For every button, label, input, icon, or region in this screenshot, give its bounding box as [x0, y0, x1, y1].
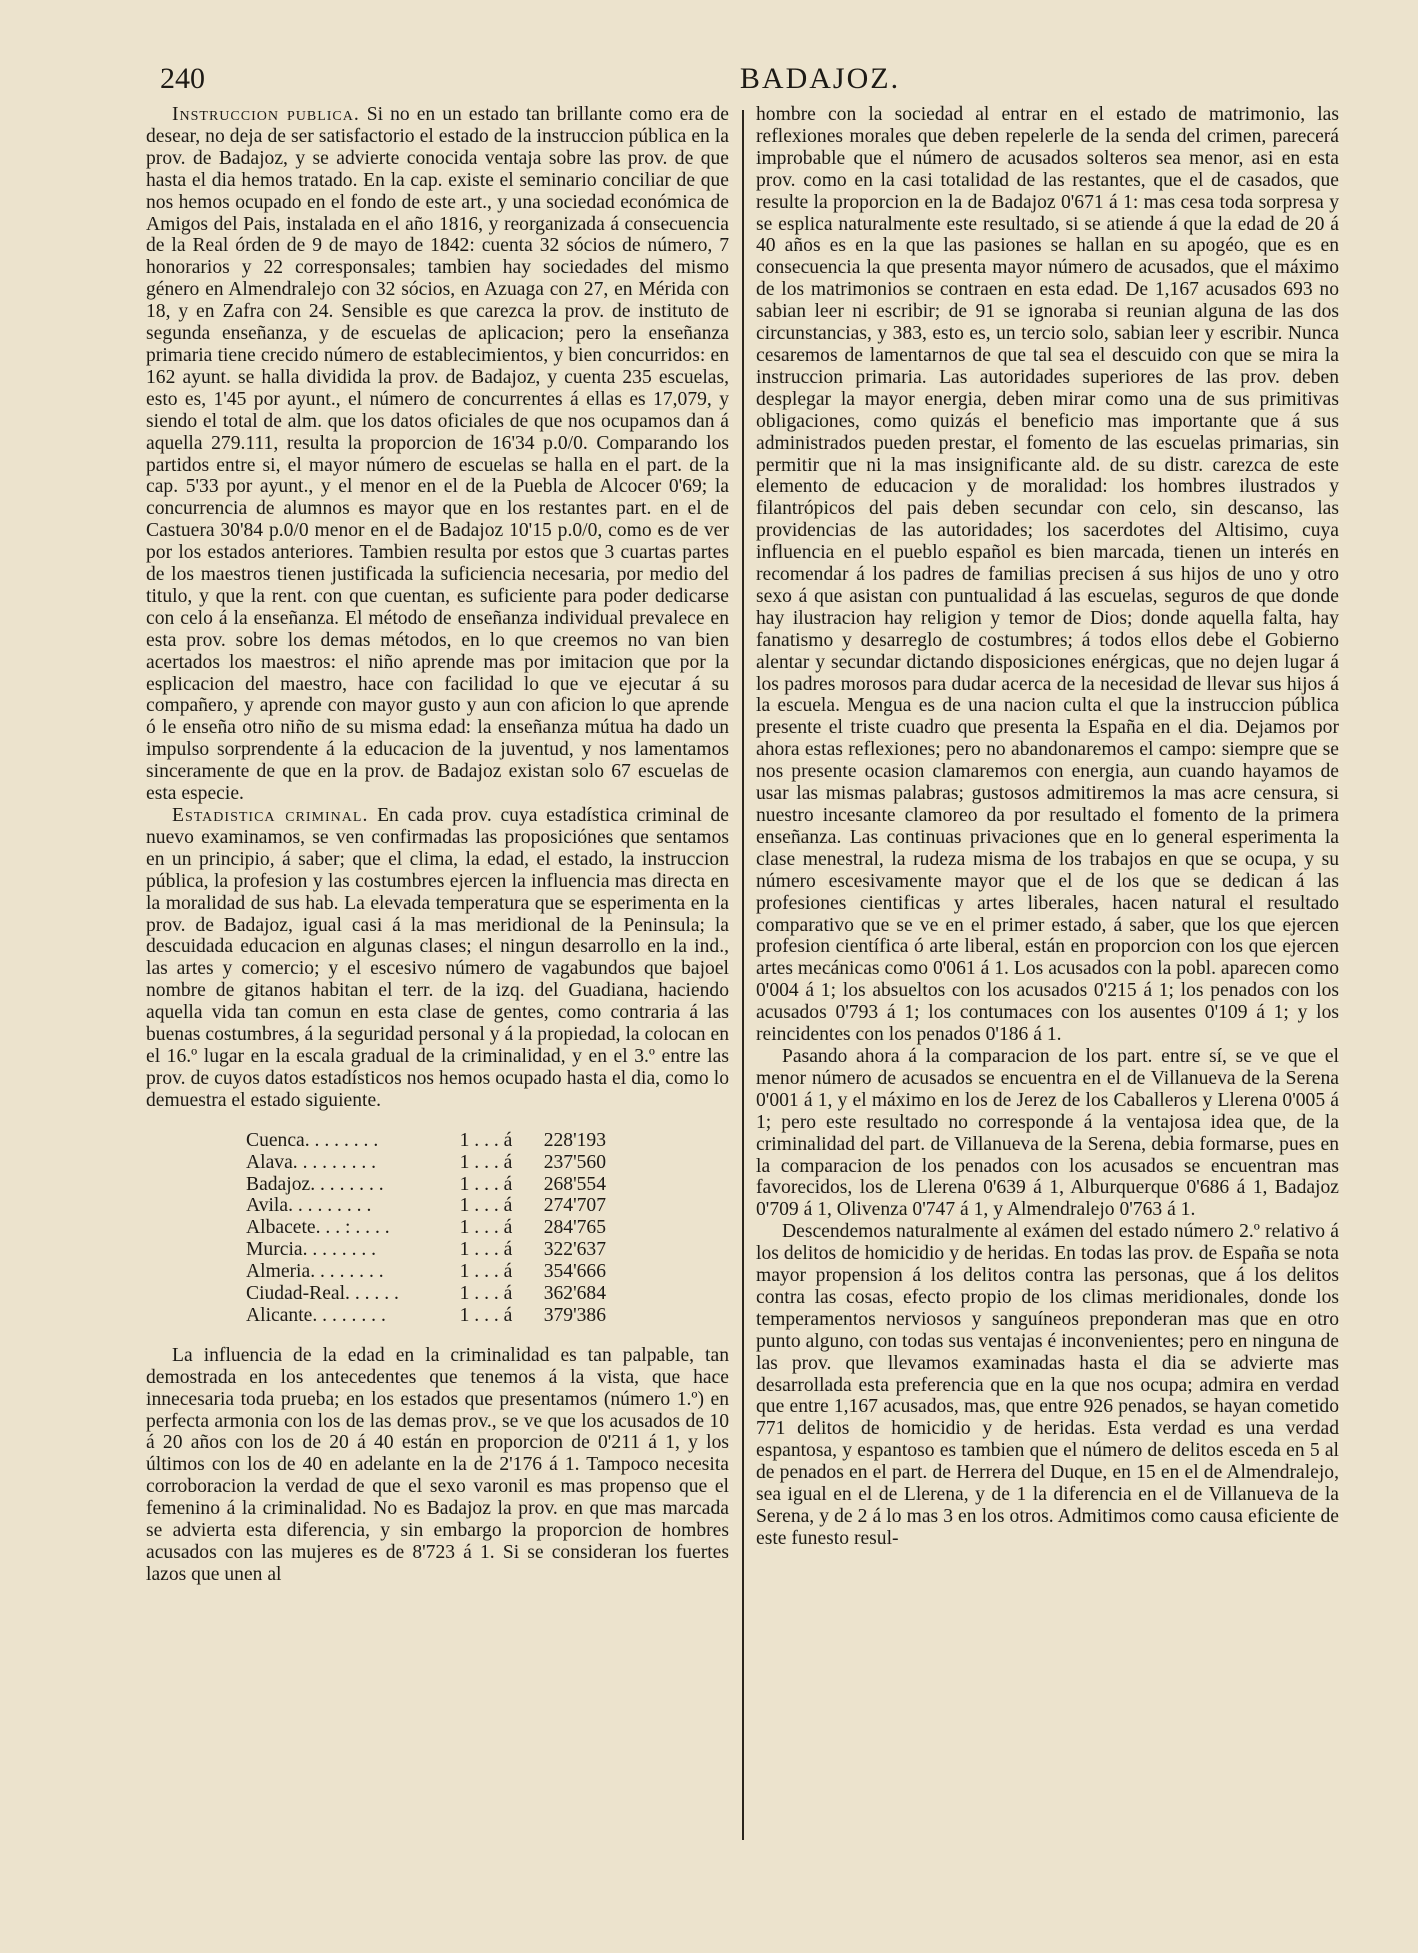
province-name: Almeria. . . . . . . . — [246, 1261, 384, 1283]
ratio-base: 1 . . . á — [459, 1304, 513, 1326]
province-name: Alava. . . . . . . . . — [246, 1151, 377, 1173]
page-number: 240 — [160, 62, 205, 95]
table-row — [246, 1261, 606, 1283]
ratio-base: 1 . . . á — [459, 1239, 513, 1261]
table-row — [246, 1217, 606, 1239]
table-row — [246, 1130, 606, 1152]
right-paragraph-3: Descendemos naturalmente al exámen del estado número 2.º relativo á los delitos de homicidio y de heridas. En todas las prov. de España se nota mayor propension á los delitos contra las personas, que á los delitos contra las cosas, efecto propio de los climas meridionales, donde los temperamentos nerviosos y sanguíneos preponderan mas que en otro punto alguno, con todas sus ventajas é inconvenientes; pero en ninguna de las prov. que llevamos examinadas hasta el dia se advierte mas desarrollada esta preferencia que en la que nos ocupa; admira en verdad que entre 1,167 acusados, mas, que entre 926 penados, se hayan cometido 771 delitos de homicidio y de heridas. Esta verdad es una verdad espantosa, y espantoso es tambien que el número de delitos esceda en 5 al de penados en el part. de Herrera del Duque, en 15 en el de Almendralejo, sea igual en el de Llerena, y de 1 la diferencia en el de Villanueva de la Serena, y de 2 á lo mas 3 en los otros. Admitimos como causa eficiente de este funesto resul- — [756, 1221, 1339, 1549]
right-paragraph-2: Pasando ahora á la comparacion de los part. entre sí, se ve que el menor número de acusados se encuentra en el de Villanueva de la Serena 0'001 á 1, y el máximo en los de Jerez de los Caballeros y Llerena 0'005 á 1; pero este resultado no corresponde á la ventajosa idea que, de la criminalidad del part. de Villanueva de la Serena, debia formarse, pues en la comparacion de los penados con los acusados se encuentran mas favorecidos, los de Llerena 0'639 á 1, Alburquerque 0'686 á 1, Badajoz 0'709 á 1, Olivenza 0'747 á 1, y Almendralejo 0'763 á 1. — [756, 1045, 1339, 1221]
estadistica-paragraph — [146, 805, 729, 1112]
province-name: Cuenca. . . . . . . . — [246, 1129, 379, 1151]
table-row — [246, 1195, 606, 1217]
ratio-value: 322'637 — [543, 1239, 606, 1261]
left-column — [146, 104, 729, 1586]
ratio-value: 284'765 — [543, 1217, 606, 1239]
ratio-value: 354'666 — [543, 1261, 606, 1283]
instruccion-paragraph — [146, 104, 729, 805]
ratio-value: 237'560 — [543, 1151, 606, 1173]
province-name: Albacete. . . : . . . . — [246, 1217, 390, 1239]
instruccion-text: Si no en un estado tan brillante como era de desear, no deja de ser satisfactorio el estado de la instruccion pública en la prov. de Badajoz, y se advierte conocida ventaja sobre las prov. de que hasta el dia hemos tratado. En la cap. existe el seminario conciliar de que nos hemos ocupado en el fondo de este art., y una sociedad económica de Amigos del Pais, instalada en el año 1816, y reorganizada á consecuencia de la Real órden de 9 de mayo de 1842: cuenta 32 sócios de número, 7 honorarios y 22 corresponsales; tambien hay sociedades del mismo género en Almendralejo con 32 sócios, en Azuaga con 27, en Mérida con 18, y en Zafra con 24. Sensible es que carezca la prov. de instituto de segunda enseñanza, y de escuelas de aplicacion; pero la enseñanza primaria tiene crecido número de establecimientos, y bien concurridos: en 162 ayunt. se halla dividida la prov. de Badajoz, y cuenta 235 escuelas, esto es, 1'45 por ayunt., el número de concurrentes á ellas es 17,079, y siendo el total de alm. que los datos oficiales de que nos ocupamos dan á aquella 279.111, resulta la proporcion de 16'34 p.0/0. Comparando los partidos entre si, el mayor número de escuelas se halla en el part. de la cap. 5'33 por ayunt., y el menor en el de la Puebla de Alcocer 0'69; la concurrencia de alumnos es mayor que en los restantes part. en el de Castuera 30'84 p.0/0 menor en el de Badajoz 10'15 p.0/0, como es de ver por los estados anteriores. Tambien resulta por estos que 3 cuartas partes de los maestros tienen justificada la suficiencia necesaria, por medio del titulo, y que la rent. con que cuentan, es suficiente para poder dedicarse con celo á la enseñanza. El método de enseñanza individual prevalece en esta prov. sobre los demas métodos, en lo que creemos no van bien acertados los maestros: el niño aprende mas por imitacion que por la esplicacion del maestro, hace con facilidad lo que ve ejecutar á su compañero, y aprende con mayor gusto y aun con aficion lo que aprende ó le enseña otro niño de su misma edad: la enseñanza mútua ha dado un impulso sorprendente á la educacion de la juventud, y nos lamentamos sinceramente de que en la prov. de Badajoz existan solo 67 escuelas de esta especie. — [146, 104, 729, 805]
table-row — [246, 1305, 606, 1327]
table-row — [246, 1174, 606, 1196]
instruccion-heading: Instruccion publica. — [172, 104, 360, 125]
ratio-base: 1 . . . á — [459, 1129, 513, 1151]
ratio-base: 1 . . . á — [459, 1151, 513, 1173]
province-name: Avila. . . . . . . . . — [246, 1195, 372, 1217]
ratio-value: 268'554 — [543, 1173, 606, 1195]
province-name: Badajoz. . . . . . . . — [246, 1173, 384, 1195]
running-title: BADAJOZ. — [739, 62, 901, 95]
edad-paragraph: La influencia de la edad en la criminalidad es tan palpable, tan demostrada en los antecedentes que tenemos á la vista, que hace innecesaria toda prueba; en los estados que presentamos (número 1.º) en perfecta armonia con los de las demas prov., se ve que los acusados de 10 á 20 años con los de 20 á 40 están en proporcion de 0'211 á 1, y los últimos con los de 40 en adelante en la de 2'176 á 1. Tampoco necesita corroboracion la verdad de que el sexo varonil es mas propenso que el femenino á la criminalidad. No es Badajoz la prov. en que mas marcada se advierta esta diferencia, y sin embargo la proporcion de hombres acusados con las mujeres es de 8'723 á 1. Si se consideran los fuertes lazos que unen al — [146, 1344, 729, 1585]
ratio-base: 1 . . . á — [459, 1261, 513, 1283]
criminality-ranking-table — [246, 1130, 606, 1327]
table-row — [246, 1239, 606, 1261]
table-row — [246, 1152, 606, 1174]
estadistica-text: En cada prov. cuya estadística criminal de nuevo examinamos, se ven confirmadas las proposiciónes que sentamos en un principio, á saber; que el clima, la edad, el estado, la instruccion pública, la profesion y las costumbres ejercen la influencia mas directa en la moralidad de sus hab. La elevada temperatura que se esperimenta en la prov. de Badajoz, igual casi á la mas meridional de la Peninsula; la descuidada educacion en algunas clases; el ningun desarrollo en la ind., las artes y comercio; y el escesivo número de vagabundos que bajoel nombre de gitanos habitan el terr. de la izq. del Guadiana, haciendo aquella vida tan comun en esta clase de gentes, como contraria á las buenas costumbres, á la seguridad personal y á la propiedad, la colocan en el 16.º lugar en la escala gradual de la criminalidad, y en el 3.º entre las prov. de cuyos datos estadísticos nos hemos ocupado hasta el dia, como lo demuestra el estado siguiente. — [146, 805, 729, 1111]
ratio-base: 1 . . . á — [459, 1195, 513, 1217]
table-row — [246, 1283, 606, 1305]
estadistica-heading: Estadistica criminal. — [172, 805, 369, 826]
province-name: Murcia. . . . . . . . — [246, 1239, 377, 1261]
province-name: Alicante. . . . . . . . — [246, 1304, 386, 1326]
ratio-value: 362'684 — [543, 1283, 606, 1305]
right-paragraph-1: hombre con la sociedad al entrar en el estado de matrimonio, las reflexiones morales que deben repelerle de la senda del crimen, parecerá improbable que el número de acusados solteros sea menor, asi en esta prov. como en la casi totalidad de las restantes, que el de casados, que resulte la proporcion en la de Badajoz 0'671 á 1: mas cesa toda sorpresa y se esplica naturalmente este resultado, si se atiende á que la edad de 20 á 40 años es en la que las pasiones se hallan en su apogéo, que es en consecuencia la que presenta mayor número de acusados, que el máximo de los matrimonios se contraen en esta edad. De 1,167 acusados 693 no sabian leer ni escribir; de 91 se ignoraba si reunian alguna de las dos circunstancias, y 383, esto es, un tercio solo, sabian leer y escribir. Nunca cesaremos de lamentarnos de que tal sea el descuido con que se mira la instruccion primaria. Las autoridades superiores de las prov. deben desplegar la mayor energia, deben mirar como una de sus primitivas obligaciones, como quizás el beneficio mas importante que á sus administrados pueden prestar, el fomento de las escuelas primarias, sin permitir que ni la mas insignificante ald. de su distr. carezca de este elemento de educacion y de moralidad: los hombres ilustrados y filantrópicos del pais deben secundar con celo, sin descanso, las providencias de las autoridades; los sacerdotes del Altisimo, cuya influencia en el pueblo español es bien marcada, tienen un interés en recomendar á los padres de familias precisen á sus hijos de uno y otro sexo á que asistan con puntualidad á las escuelas, seguros de que donde hay ilustracion hay religion y temor de Dios; donde aquella falta, hay fanatismo y desarreglo de costumbres; á todos ellos debe el Gobierno alentar y secundar dictando disposiciones enérgicas, que no dejen lugar á los padres morosos para dudar acerca de la necesidad de llevar sus hijos á la escuela. Mengua es de una nacion culta el que la instruccion pública presente el triste cuadro que presenta la España en el dia. Dejamos por ahora estas reflexiones; pero no abandonaremos el campo: siempre que se nos presente ocasion clamaremos con energia, aun cuando hayamos de usar las mismas palabras; gustosos admitiremos la mas acre censura, si nuestro incesante clamoreo da por resultado el fomento de la primera enseñanza. Las continuas privaciones que en lo general esperimenta la clase menestral, la rudeza misma de los trabajos en que se ocupa, y su número escesivamente mayor que el de los que se dedican á las profesiones cientificas y artes liberales, hacen natural el resultado comparativo que se ve en el primer estado, á saber, que los que ejercen profesion científica ó arte liberal, están en proporcion con los que ejercen artes mecánicas como 0'061 á 1. Los acusados con la pobl. aparecen como 0'004 á 1; los absueltos con los acusados 0'215 á 1; los penados con los acusados 0'793 á 1; los contumaces con los ausentes 0'109 á 1; y los reincidentes con los penados 0'186 á 1. — [756, 104, 1339, 1046]
ratio-value: 379'386 — [543, 1304, 606, 1326]
province-name: Ciudad-Real. . . . . . — [246, 1283, 399, 1305]
ratio-base: 1 . . . á — [459, 1283, 513, 1305]
column-rule — [742, 110, 744, 1840]
ratio-value: 274'707 — [543, 1195, 606, 1217]
right-column — [756, 104, 1339, 1550]
page-header — [160, 62, 1340, 102]
ratio-value: 228'193 — [543, 1129, 606, 1151]
ratio-base: 1 . . . á — [459, 1217, 513, 1239]
ratio-base: 1 . . . á — [459, 1173, 513, 1195]
